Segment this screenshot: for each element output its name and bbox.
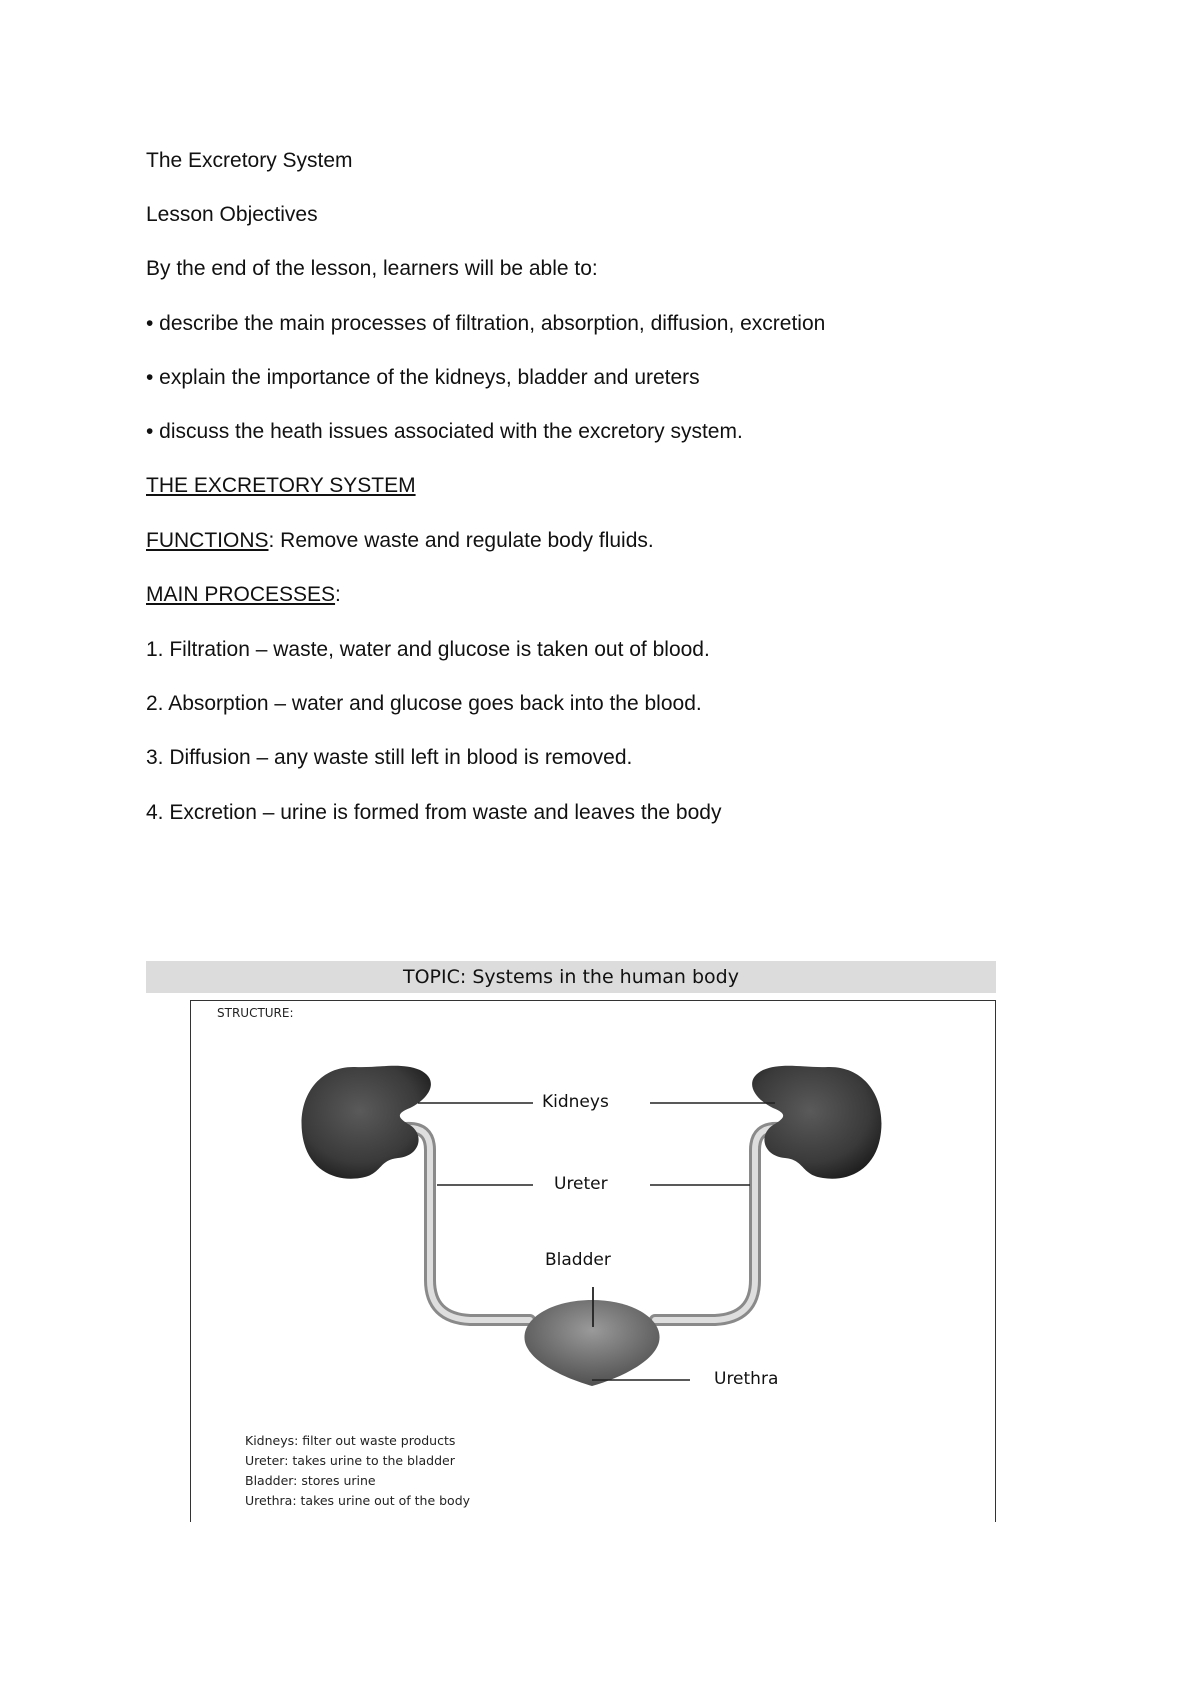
ureter-label: Ureter <box>554 1174 608 1194</box>
functions-label: FUNCTIONS <box>146 529 269 552</box>
objective-bullet: • describe the main processes of filtration, absorption, diffusion, excretion <box>146 312 826 335</box>
process-item: 1. Filtration – waste, water and glucose is taken out of blood. <box>146 638 710 661</box>
processes-label: MAIN PROCESSES <box>146 583 336 606</box>
left-ureter-inner <box>405 1128 530 1320</box>
right-ureter <box>655 1128 780 1320</box>
note-item: Bladder: stores urine <box>245 1473 376 1488</box>
page-title: The Excretory System <box>146 149 353 172</box>
left-ureter <box>405 1128 530 1320</box>
functions-text: : Remove waste and regulate body fluids. <box>268 529 654 552</box>
bladder-shape <box>524 1300 659 1386</box>
objective-bullet: • explain the importance of the kidneys, bladder and ureters <box>146 366 700 389</box>
topic-banner: TOPIC: Systems in the human body <box>146 961 996 993</box>
right-ureter-inner <box>655 1128 780 1320</box>
processes-colon: : <box>335 583 341 606</box>
process-item: 3. Diffusion – any waste still left in blood is removed. <box>146 746 633 769</box>
urethra-label: Urethra <box>714 1369 779 1389</box>
objectives-heading: Lesson Objectives <box>146 203 318 226</box>
structure-label: STRUCTURE: <box>217 1006 294 1020</box>
bladder-label: Bladder <box>545 1250 611 1270</box>
note-item: Ureter: takes urine to the bladder <box>245 1453 455 1468</box>
process-item: 2. Absorption – water and glucose goes back into the blood. <box>146 692 702 715</box>
intro-text: By the end of the lesson, learners will be able to: <box>146 257 598 280</box>
kidneys-label: Kidneys <box>542 1092 609 1112</box>
note-item: Kidneys: filter out waste products <box>245 1433 456 1448</box>
section-heading: THE EXCRETORY SYSTEM <box>146 474 416 497</box>
process-item: 4. Excretion – urine is formed from waste and leaves the body <box>146 801 722 824</box>
objective-bullet: • discuss the heath issues associated with the excretory system. <box>146 420 743 443</box>
note-item: Urethra: takes urine out of the body <box>245 1493 471 1508</box>
